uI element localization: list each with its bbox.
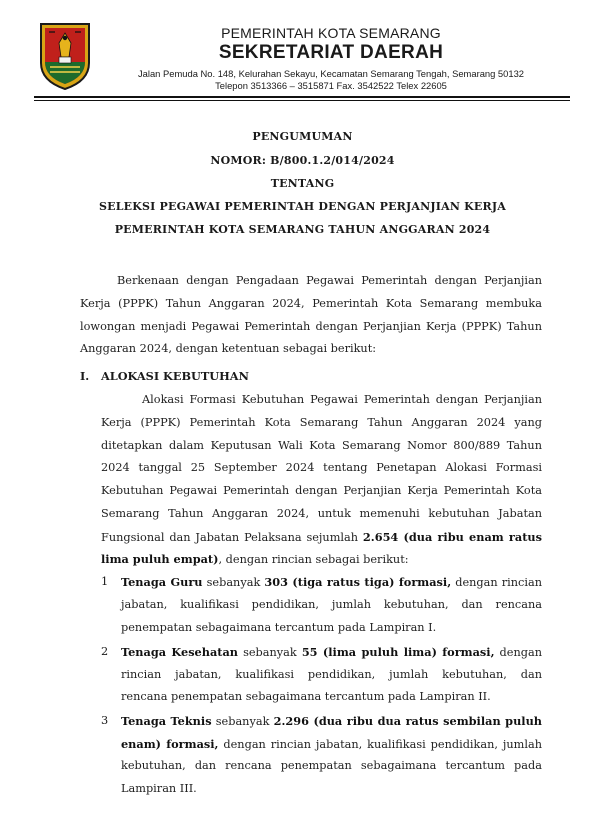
item-text: sebanyak [238, 646, 302, 659]
item-formation: 2.296 (dua ribu dua ratus sembilan puluh [273, 714, 542, 728]
item-category: Tenaga Kesehatan [121, 645, 239, 659]
list-item-2-line-3: rencana penempatan sebagaimana tercantum pada Lampiran II. [121, 690, 491, 703]
item-text: dengan [494, 646, 542, 659]
list-item-number: 1 [101, 575, 109, 588]
item-text: dengan rincian jabatan, kualifikasi pendidikan, jumlah [218, 738, 543, 751]
section-paragraph-line-6: Semarang Tahun Anggaran 2024, untuk memenuhi kebutuhan Jabatan [101, 507, 542, 520]
section-paragraph-line-2: Kerja (PPPK) Pemerintah Kota Semarang Tahun Anggaran 2024 yang [101, 416, 542, 429]
list-item-2-line-1 [121, 645, 542, 659]
total-formation-count: 2.654 (dua ribu enam ratus [362, 530, 542, 544]
document-number: NOMOR: B/800.1.2/014/2024 [210, 154, 395, 167]
paragraph-text: , dengan rincian sebagai berikut: [218, 553, 409, 566]
list-item-3-line-1 [121, 714, 542, 728]
item-formation: 55 (lima puluh lima) formasi, [301, 645, 495, 659]
item-text: sebanyak [211, 715, 274, 728]
paragraph-text: Fungsional dan Jabatan Pelaksana sejumlah [101, 531, 363, 544]
item-text: dengan rincian [451, 576, 542, 589]
section-paragraph-line-3: ditetapkan dalam Keputusan Wali Kota Semarang Nomor 800/889 Tahun [101, 439, 542, 452]
list-item-1-line-1 [121, 575, 542, 589]
letterhead-office: SEKRETARIAT DAERAH [218, 42, 444, 63]
letterhead-rule-thin [34, 100, 570, 101]
document-type: PENGUMUMAN [252, 130, 353, 143]
item-text: sebanyak [202, 576, 265, 589]
item-category: Tenaga Guru [121, 575, 203, 589]
intro-line-3: lowongan menjadi Pegawai Pemerintah dengan Perjanjian Kerja (PPPK) Tahun [80, 320, 542, 333]
list-item-number: 3 [101, 714, 109, 727]
intro-line-1: Berkenaan dengan Pengadaan Pegawai Pemerintah dengan Perjanjian [117, 274, 542, 287]
total-formation-count-cont: lima puluh empat) [101, 552, 219, 566]
city-emblem-logo [38, 21, 92, 91]
letterhead-government: PEMERINTAH KOTA SEMARANG [221, 25, 441, 41]
list-item-1-line-3: penempatan sebagaimana tercantum pada Lampiran I. [121, 621, 437, 634]
section-paragraph-line-8 [101, 552, 409, 566]
letterhead-rule-thick [34, 96, 570, 98]
item-category: Tenaga Teknis [121, 714, 212, 728]
list-item-3-line-2 [121, 737, 542, 751]
item-formation-cont: enam) formasi, [121, 737, 219, 751]
section-paragraph-line-7 [101, 530, 542, 544]
letterhead-address: Jalan Pemuda No. 148, Kelurahan Sekayu, Kecamatan Semarang Tengah, Semarang 50132 [137, 68, 525, 79]
item-formation: 303 (tiga ratus tiga) formasi, [264, 575, 452, 589]
section-paragraph-line-4: 2024 tanggal 25 September 2024 tentang Penetapan Alokasi Formasi [101, 461, 542, 474]
document-subject-line-2: PEMERINTAH KOTA SEMARANG TAHUN ANGGARAN 2024 [114, 223, 491, 236]
list-item-3-line-4: Lampiran III. [121, 782, 197, 795]
document-subject-line-1: SELEKSI PEGAWAI PEMERINTAH DENGAN PERJANJIAN KERJA [99, 200, 506, 213]
list-item-2-line-2: rincian jabatan, kualifikasi pendidikan, jumlah kebutuhan, dan [121, 668, 542, 681]
list-item-1-line-2: jabatan, kualifikasi pendidikan, jumlah kebutuhan, dan rencana [121, 598, 542, 611]
document-about: TENTANG [270, 177, 335, 190]
intro-line-4: Anggaran 2024, dengan ketentuan sebagai berikut: [80, 342, 377, 355]
letterhead-contact: Telepon 3513366 – 3515871 Fax. 3542522 Telex 22605 [215, 80, 447, 91]
intro-line-2: Kerja (PPPK) Tahun Anggaran 2024, Pemerintah Kota Semarang membuka [80, 297, 542, 310]
section-paragraph-line-1: Alokasi Formasi Kebutuhan Pegawai Pemerintah dengan Perjanjian [142, 393, 542, 406]
section-number: I. [80, 369, 90, 383]
list-item-3-line-3: kebutuhan, dan rencana penempatan sebagaimana tercantum pada [121, 759, 542, 772]
section-paragraph-line-5: Kebutuhan Pegawai Pemerintah dengan Perjanjian Kerja Pemerintah Kota [101, 484, 542, 497]
section-title: ALOKASI KEBUTUHAN [101, 369, 249, 383]
list-item-number: 2 [101, 645, 109, 658]
